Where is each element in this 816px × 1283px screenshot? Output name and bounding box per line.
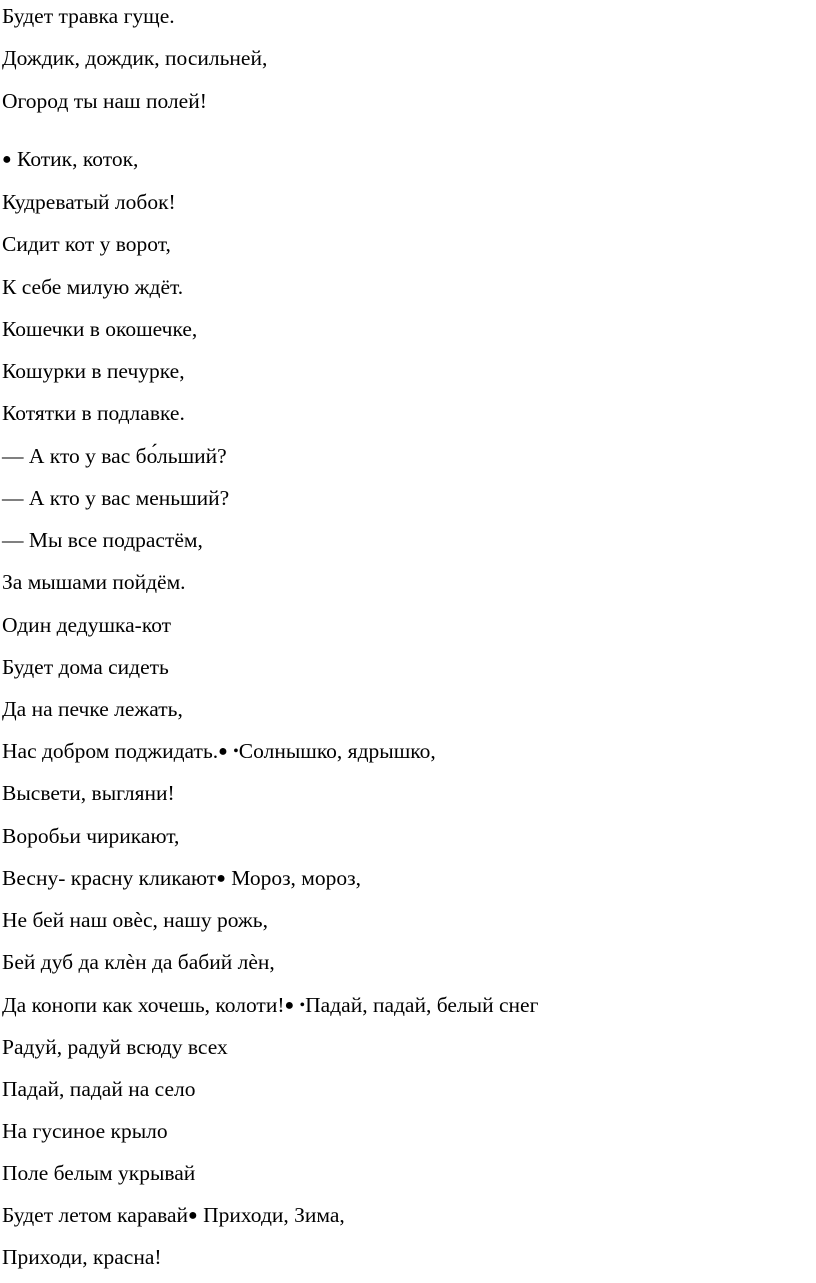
line-text: Радуй, радуй всюду всех (2, 1035, 228, 1059)
bullet-icon: ● (216, 870, 226, 887)
line-text: К себе милую ждёт. (2, 275, 184, 299)
poem-line (2, 1118, 168, 1144)
line-text: На гусиное крыло (2, 1119, 168, 1143)
line-text: Кудреватый лобок! (2, 190, 176, 214)
poem-line (2, 738, 436, 764)
bullet-icon: ● (2, 151, 12, 168)
poem-line (2, 1244, 162, 1270)
poem-line (2, 949, 275, 975)
line-text: Котятки в подлавке. (2, 401, 185, 425)
line-text: Воробьи чирикают, (2, 824, 180, 848)
line-text: Кошурки в печурке, (2, 359, 185, 383)
line-text: Солнышко, ядрышко, (238, 739, 436, 763)
poem-line (2, 146, 138, 172)
poem-line (2, 907, 268, 933)
line-text: За мышами пойдём. (2, 570, 186, 594)
line-text: Приходи, красна! (2, 1245, 162, 1269)
line-text: Весну- красну кликают (2, 866, 217, 890)
bullet-icon: • (299, 997, 306, 1014)
poem-line (2, 527, 203, 553)
bullet-icon: ● (188, 1207, 198, 1224)
poem-line (2, 231, 171, 257)
line-text: Один дедушка-кот (2, 613, 172, 637)
poem-line (2, 316, 197, 342)
poem-line (2, 485, 229, 511)
line-text: — А кто у вас бо́льший? (2, 444, 227, 468)
line-text: Мороз, мороз, (231, 866, 362, 890)
line-text: Кошечки в окошечке, (2, 317, 198, 341)
poem-line (2, 992, 538, 1018)
line-text: Бей дуб да клѐн да бабий лѐн, (2, 950, 275, 974)
line-text: Не бей наш овѐс, нашу рожь, (2, 908, 268, 932)
line-text: Падай, падай, белый снег (305, 993, 539, 1017)
line-text: Поле белым укрывай (2, 1161, 196, 1185)
line-text: Дождик, дождик, посильней, (2, 46, 268, 70)
line-text: Сидит кот у ворот, (2, 232, 171, 256)
bullet-icon: ● (218, 743, 228, 760)
line-text: Будет летом каравай (2, 1203, 189, 1227)
line-text: Будет дома сидеть (2, 655, 169, 679)
poem-line (2, 1160, 195, 1186)
line-text: Котик, коток, (17, 147, 139, 171)
poem-line (2, 823, 179, 849)
poem-line (2, 696, 183, 722)
poem-line (2, 1076, 195, 1102)
poem-line (2, 1034, 228, 1060)
poem-line (2, 3, 175, 29)
poem-line (2, 189, 176, 215)
poem-line (2, 45, 267, 71)
line-text: Да на печке лежать, (2, 697, 183, 721)
bullet-icon: • (233, 743, 239, 760)
poem-line (2, 780, 175, 806)
line-text: Да конопи как хочешь, колоти! (2, 993, 285, 1017)
poem-line (2, 358, 185, 384)
poem-line (2, 654, 169, 680)
poem-line (2, 443, 227, 469)
line-text: Приходи, Зима, (203, 1203, 345, 1227)
poem-line (2, 88, 207, 114)
line-text: — А кто у вас меньший? (2, 486, 230, 510)
poem-line (2, 400, 185, 426)
line-text: — Мы все подрастём, (2, 528, 203, 552)
poem-line (2, 274, 183, 300)
poem-line (2, 612, 171, 638)
poem-line (2, 569, 186, 595)
line-text: Нас добром поджидать. (2, 739, 219, 763)
poem-line (2, 865, 361, 891)
line-text: Высвети, выгляни! (2, 781, 175, 805)
line-text: Падай, падай на село (2, 1077, 196, 1101)
line-text: Огород ты наш полей! (2, 89, 207, 113)
line-text: Будет травка гуще. (2, 4, 175, 28)
poem-line (2, 1202, 345, 1228)
bullet-icon: ● (284, 997, 295, 1014)
